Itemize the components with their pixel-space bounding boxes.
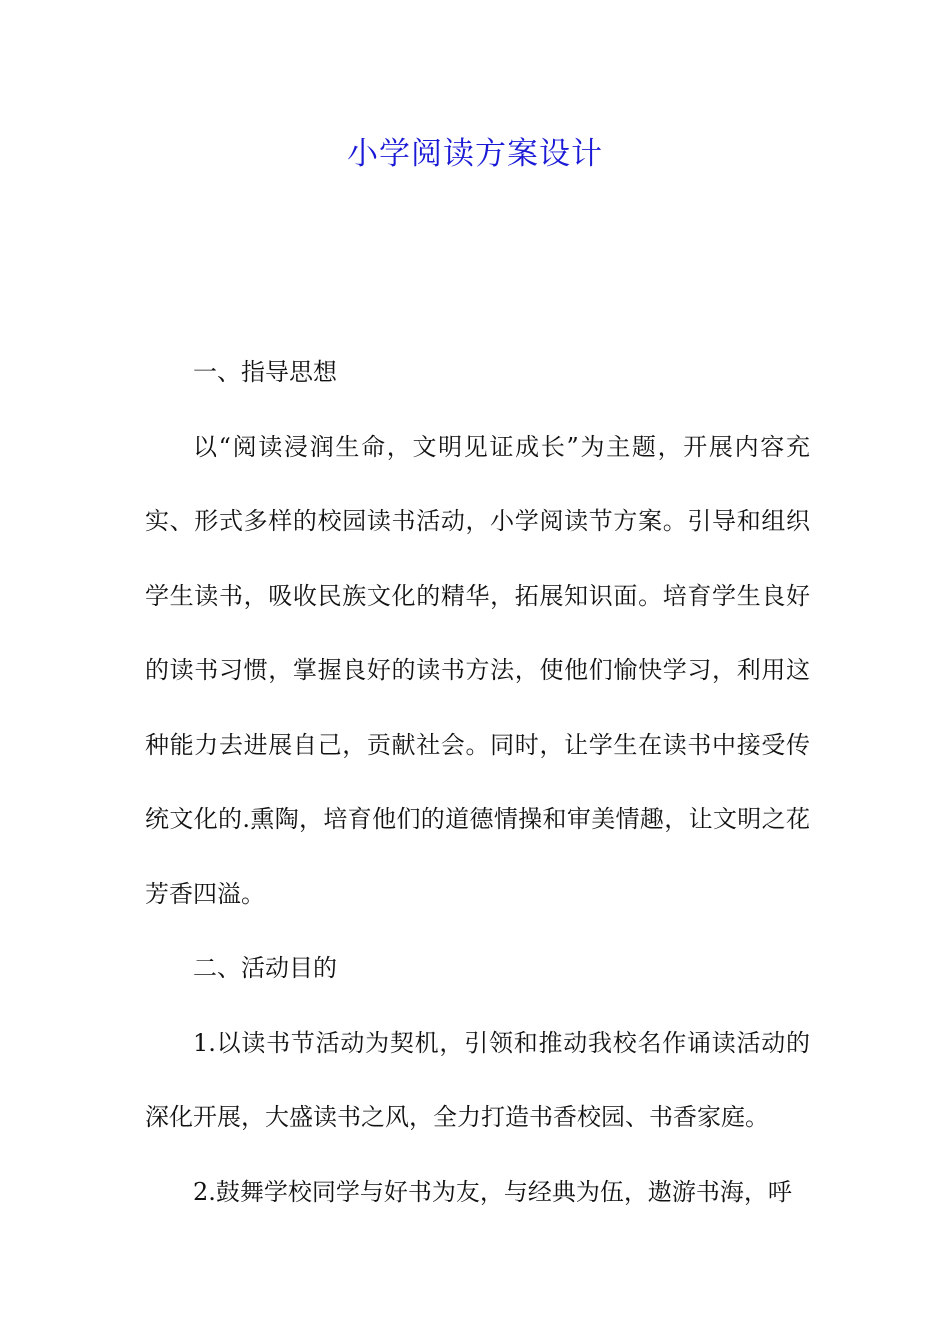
paragraph-guiding-ideology: 以“阅读浸润生命，文明见证成长”为主题，开展内容充实、形式多样的校园读书活动，小学阅读节方案。引导和组织学生读书，吸收民族文化的精华，拓展知识面。培育学生良好的读书习惯，掌握良好的读书方法，使他们愉快学习，利用这种能力去进展自己，贡献社会。同时，让学生在读书中接受传统文化的.熏陶，培育他们的道德情操和审美情趣，让文明之花芳香四溢。 bbox=[145, 432, 810, 908]
section-heading-guiding-ideology: 一、指导思想 bbox=[193, 358, 337, 386]
document-title: 小学阅读方案设计 bbox=[347, 136, 603, 172]
paragraph-purpose-2: 2.鼓舞学校同学与好书为友，与经典为伍，遨游书海，呼 bbox=[193, 1177, 792, 1206]
document-body bbox=[145, 335, 810, 1229]
paragraph-purpose-1: 1.以读书节活动为契机，引领和推动我校名作诵读活动的深化开展，大盛读书之风，全力打造书香校园、书香家庭。 bbox=[145, 1028, 810, 1131]
section-heading-activity-purpose: 二、活动目的 bbox=[193, 954, 337, 982]
